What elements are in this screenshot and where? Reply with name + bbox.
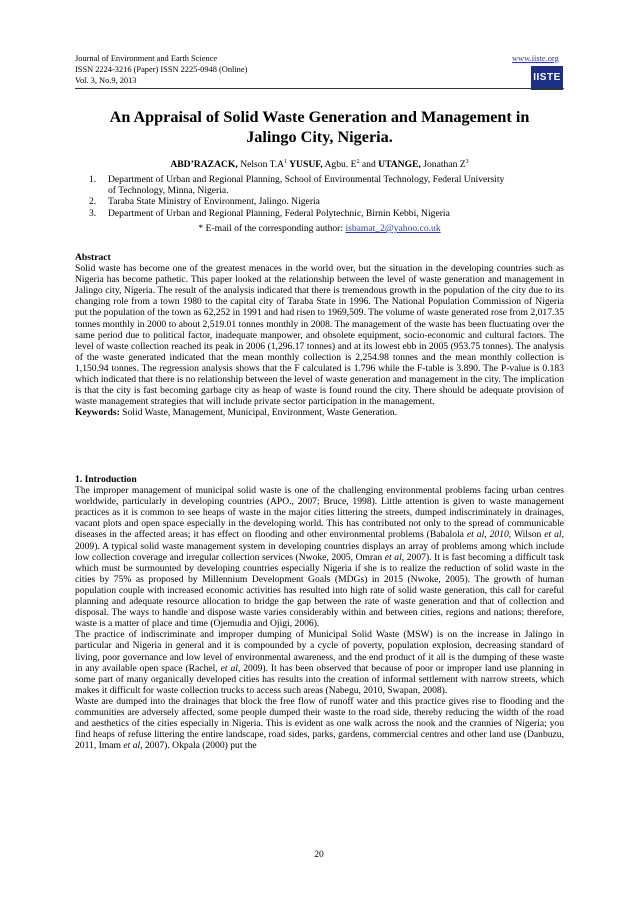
header-rule — [75, 88, 564, 89]
corresponding-email — [75, 223, 564, 234]
text-run: 2007). It is fast becoming a difficult task which must be surmounted by developing countries especially Nigeria if she is to realize the reduction of solid waste in the cities by 75% as proposed by Millennium Development Goals (MDGs) in 2015 (Nwoke, 2005). The growth of human population couple with increased economic activities has resulted into high rate of solid waste generation, this call for careful planning and adequate resource allocation to bridge the gap between the rate of waste generation and that of collection and disposal. The ways to handle and dispose waste varies considerably within and between cities, regions and nations; therefore, waste is a matter of place and time (Ojemudia and Ojigi, 2006). — [75, 551, 564, 630]
intro-paragraph-1 — [75, 485, 564, 629]
title-line-1: An Appraisal of Solid Waste Generation and Management in — [109, 108, 530, 126]
italic-run: et al, 2010 — [466, 529, 509, 541]
volume-line: Vol. 3, No.9, 2013 — [75, 76, 137, 85]
email-prefix: * E-mail of the corresponding author: — [198, 223, 346, 234]
affiliation-text — [108, 174, 564, 196]
affiliation-line: of Technology, Minna, Nigeria. — [108, 185, 229, 196]
abstract-heading: Abstract — [75, 252, 111, 263]
author-and: and — [359, 159, 379, 171]
author-1-sup: 1 — [284, 159, 288, 165]
italic-run: et al, — [220, 662, 241, 674]
keywords-line — [75, 407, 564, 418]
issn-line: ISSN 2224-3216 (Paper) ISSN 2225-0948 (Online) — [75, 65, 248, 74]
author-1-surname: ABD’RAZACK, — [170, 159, 238, 171]
email-link[interactable]: isbamat_2@yahoo.co.uk — [345, 223, 441, 234]
affiliation-number: 2. — [89, 196, 97, 207]
intro-heading: 1. Introduction — [75, 474, 137, 485]
italic-run: et al, — [123, 740, 143, 752]
affiliation-number: 3. — [89, 208, 97, 219]
abstract-section — [75, 252, 564, 418]
author-1-name: Nelson T.A — [237, 159, 285, 171]
text-run: , Wilson — [508, 529, 545, 541]
text-run: The improper management of municipal solid waste is one of the challenging environmental problems facing urban centres worldwide, particularly in developing countries (APO., 2007; Bruce, 1998). Little attention is given to waste management practices as it is common to see heaps of waste in the major cities littering the streets, dumped indiscriminately in drainages, vacant plots and open space especially in the developing world. This has contributed not only to the spread of communicable diseases in the affected areas; it has effect on flooding and other environmental problems (Babalola — [75, 485, 564, 541]
keywords-label: Keywords: — [75, 407, 120, 419]
abstract-text: Solid waste has become one of the greatest menaces in the world over, but the situation in the developing countries such as Nigeria has become pathetic. This paper looked at the relationship between the level of waste generation and management in Jalingo city, Nigeria. The result of the analysis indicated that there is tremendous growth in the population of the city due to its changing role from a town 1980 to the capital city of Taraba State in 1996. The National Population Commission of Nigeria put the population of the town as 62,252 in 1991 and had risen to 1969,509. The volume of waste generated rose from 2,017.35 tonnes monthly in 2000 to about 2,519.01 tonnes monthly in 2008. The management of the waste has been fluctuating over the same period due to political factor, inadequate manpower, and obsolete equipment, socio-economic and cultural factors. The level of waste collection reached its peak in 2006 (1,296.17 tonnes) and at its lowest ebb in 2005 (953.75 tonnes). The analysis of the waste generated indicated that the mean monthly collection is 2,254.98 tonnes and the mean monthly collection is 1,150.94 tonnes. The regression analysis shows that the F calculated is 1.796 while the F-table is 3.890. The P-value is 0.183 which indicated that there is no relationship between the level of waste generation and management in the city. The implication is that the city is fast becoming garbage city as heap of waste is found round the city. There should be adequate provision of waste management strategies that will include private sector participation in the management. — [75, 263, 564, 408]
author-3-name: Jonathan Z — [420, 159, 466, 171]
iiste-logo: IISTE — [531, 66, 563, 90]
text-run: 2009). A typical solid waste management system in developing countries displays an array of problems among which include low collection coverage and irregular collection services (Nwoke, 2005, Omran — [75, 540, 564, 563]
keywords-text: Solid Waste, Management, Municipal, Environment, Waste Generation. — [119, 407, 398, 419]
author-list — [75, 157, 564, 170]
author-2-name: Agbu. E — [322, 159, 357, 171]
affiliation-line: Department of Urban and Regional Planning, School of Environmental Technology, Federal University — [108, 174, 505, 185]
page-number: 20 — [314, 849, 324, 860]
introduction-section — [75, 474, 564, 751]
paper-title — [75, 107, 564, 147]
affiliation-text: Department of Urban and Regional Planning, Federal Polytechnic, Birnin Kebbi, Nigeria — [108, 208, 450, 219]
text-run: Waste are dumped into the drainages that block the free flow of runoff water and this practice gives rise to flooding and the communities are adversely affected, some people dumped their waste to the road side, thereby reducing the width of the road and aesthetics of the cities especially in Nigeria. This is evident as one walk across the nook and the crannies of Nigeria; you find heaps of refuse littering the entire landscape, road sides, parks, gardens, commercial centres and other land use (Danbuzu, 2011, Imam — [75, 695, 564, 752]
journal-name: Journal of Environment and Earth Science — [75, 54, 218, 63]
affiliation-text: Taraba State Ministry of Environment, Jalingo. Nigeria — [108, 196, 320, 207]
author-3-surname: UTANGE, — [378, 159, 421, 171]
intro-paragraph-2 — [75, 629, 564, 696]
author-3-sup: 3 — [465, 159, 469, 165]
intro-paragraph-3 — [75, 696, 564, 751]
italic-run: et al, — [384, 551, 405, 563]
title-line-2: Jalingo City, Nigeria. — [246, 128, 393, 146]
author-2-surname: YUSUF, — [287, 159, 323, 171]
text-run: The practice of indiscriminate and improper dumping of Municipal Solid Waste (MSW) is on the increase in Jalingo in particular and Nigeria in general and it is compounded by a cycle of poverty, population explosion, decreasing standard of living, poor governance and low level of environmental awareness, and the end product of it all is the dumping of these waste in any available open space (Rachel, — [75, 629, 564, 674]
text-run: 2009). It has been observed that because of poor or improper land use planning in some part of many organically developed cities has results into the creation of informal settlement with narrow streets, which makes it difficult for waste collection trucks to access such areas (Nabegu, 2010, Swapan, 2008). — [75, 662, 564, 696]
author-2-sup: 2 — [356, 159, 360, 165]
italic-run: et al, — [544, 529, 564, 541]
text-run: 2007). Okpala (2000) put the — [142, 740, 257, 752]
affiliation-number: 1. — [89, 174, 97, 185]
journal-url-link[interactable]: www.iiste.org — [512, 54, 559, 63]
